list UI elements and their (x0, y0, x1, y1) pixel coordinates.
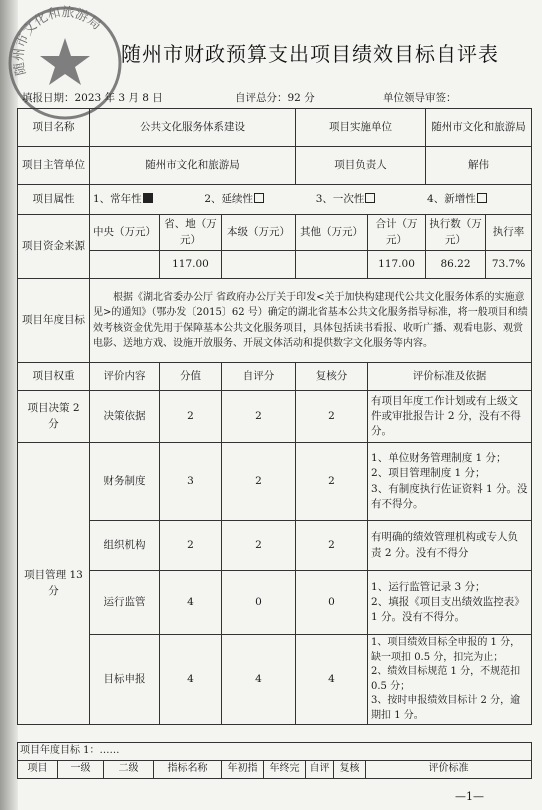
item-score: 3 (160, 443, 222, 521)
weights-header: 复核分 (296, 363, 368, 391)
fund-header: 省、地（万元） (160, 215, 222, 251)
project-name-value: 公共文化服务体系建设 (90, 109, 296, 147)
manager-label: 项目负责人 (296, 147, 426, 185)
svg-text:随州市文化和旅游局: 随州市文化和旅游局 (11, 5, 104, 77)
fund-header: 其他（万元） (296, 215, 368, 251)
item-name: 财务制度 (90, 443, 160, 521)
weights-header: 评价内容 (90, 363, 160, 391)
indicator-header: 年初指 (222, 761, 264, 779)
item-review-score: 4 (296, 635, 368, 725)
indicator-table (17, 742, 532, 779)
checkbox-icon (365, 193, 375, 203)
group-name: 项目管理 13 分 (18, 443, 90, 725)
checkbox-icon (254, 193, 264, 203)
item-self-score: 2 (222, 443, 296, 521)
table-row (18, 571, 532, 635)
item-score: 4 (160, 635, 222, 725)
fund-header: 执行率 (486, 215, 532, 251)
weights-header: 自评分 (222, 363, 296, 391)
item-self-score: 4 (222, 635, 296, 725)
item-standard: 1、运行监管记录 3 分； 2、填报《项目支出绩效监控表》1 分。没有不得分。 (368, 571, 532, 635)
leader-sign: 单位领导审签： (383, 92, 457, 104)
fund-value (222, 251, 296, 279)
project-name-label: 项目名称 (18, 109, 90, 147)
annual-target-row: 项目年度目标 1：…… (18, 743, 532, 761)
annual-goal-text: 根据《湖北省委办公厅 省政府办公厅关于印发<关于加快构建现代公共文化服务体系的实施意见>的通知》（鄂办发〔2015〕62 号）确定的湖北省基本公共文化服务指导标准，将一般项目和绩效考核资金优先用于保障基本公共文化服务项目，具体包括读书看报、收听广播、观看电影、观赏电影、送地方戏、设施开放服务、开展文体活动和提供数字文化服务等内容。 (90, 279, 532, 363)
fund-value: 117.00 (160, 251, 222, 279)
weights-header: 分值 (160, 363, 222, 391)
fund-header: 合计（万元） (368, 215, 426, 251)
attr-option: 3、一次性 (316, 192, 424, 207)
supervisor-label: 项目主管单位 (18, 147, 90, 185)
item-name: 决策依据 (90, 391, 160, 443)
item-score: 2 (160, 391, 222, 443)
table-row (18, 443, 532, 521)
item-self-score: 2 (222, 391, 296, 443)
evaluation-table (17, 108, 532, 725)
indicator-header: 自评 (306, 761, 334, 779)
item-score: 2 (160, 521, 222, 571)
item-self-score: 2 (222, 521, 296, 571)
fund-value (90, 251, 160, 279)
item-standard: 1、单位财务管理制度 1 分； 2、项目管理制度 1 分； 3、有制度执行佐证资料 1 分。没有不得分。 (368, 443, 532, 521)
document-title: 随州市财政预算支出项目绩效目标自评表 (121, 42, 499, 66)
fund-header: 本级（万元） (222, 215, 296, 251)
fund-value (296, 251, 368, 279)
indicator-header: 评价标准 (366, 761, 532, 779)
attr-option: 4、新增性 (427, 192, 517, 207)
item-review-score: 2 (296, 443, 368, 521)
indicator-header: 年终完 (264, 761, 306, 779)
indicator-header: 复核 (334, 761, 366, 779)
fund-header: 执行数（万元） (426, 215, 486, 251)
attr-option: 2、延续性 (204, 192, 312, 207)
item-name: 目标申报 (90, 635, 160, 725)
supervisor-value: 随州市文化和旅游局 (90, 147, 296, 185)
fund-value: 117.00 (368, 251, 426, 279)
item-name: 组织机构 (90, 521, 160, 571)
item-score: 4 (160, 571, 222, 635)
fund-value: 86.22 (426, 251, 486, 279)
indicator-header: 二级 (104, 761, 154, 779)
manager-value: 解伟 (426, 147, 532, 185)
group-name: 项目决策 2 分 (18, 391, 90, 443)
attr-options (90, 185, 532, 215)
item-review-score: 2 (296, 391, 368, 443)
table-row (18, 635, 532, 725)
attr-option: 1、常年性 (93, 192, 201, 207)
item-name: 运行监管 (90, 571, 160, 635)
item-standard: 有项目年度工作计划或有上级文件或审批报告计 2 分，没有不得分。 (368, 391, 532, 443)
impl-unit-label: 项目实施单位 (296, 109, 426, 147)
fund-header: 中央（万元） (90, 215, 160, 251)
item-review-score: 0 (296, 571, 368, 635)
total-score: 自评总分：92 分 (235, 92, 315, 104)
fund-label: 项目资金来源 (18, 215, 90, 279)
item-self-score: 0 (222, 571, 296, 635)
item-standard: 1、项目绩效目标全申报的 1 分，缺一项扣 0.5 分，扣完为止； 2、绩效目标规范 1 分，不规范扣 0.5 分； 3、按时申报绩效目标计 2 分，逾期扣 1 分。 (368, 635, 532, 725)
fill-date: 填报日期：2023 年 3 月 8 日 (22, 92, 163, 104)
fund-value: 73.7% (486, 251, 532, 279)
page-number: —1— (455, 790, 484, 803)
weights-header: 评价标准及依据 (368, 363, 532, 391)
indicator-header: 一级 (58, 761, 104, 779)
impl-unit-value: 随州市文化和旅游局 (426, 109, 532, 147)
indicator-header: 指标名称 (154, 761, 222, 779)
table-row (18, 391, 532, 443)
checkbox-icon (477, 193, 487, 203)
indicator-header: 项目 (18, 761, 58, 779)
item-review-score: 2 (296, 521, 368, 571)
checkbox-checked-icon (143, 193, 153, 203)
table-row (18, 521, 532, 571)
item-standard: 有明确的绩效管理机构或专人负责 2 分。没有不得分 (368, 521, 532, 571)
weights-header: 项目权重 (18, 363, 90, 391)
annual-goal-label: 项目年度目标 (18, 279, 90, 363)
attr-label: 项目属性 (18, 185, 90, 215)
